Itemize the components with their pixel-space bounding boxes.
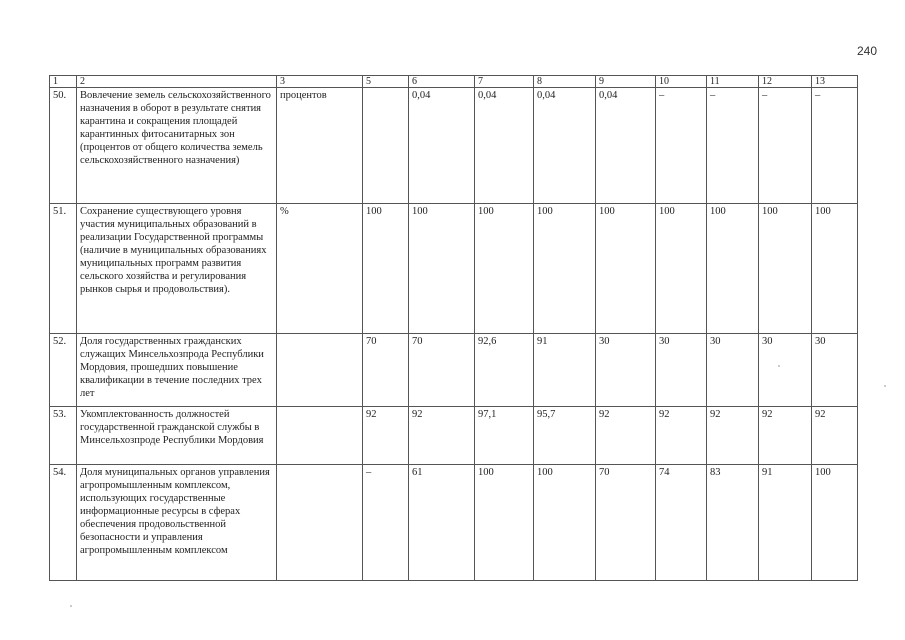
page-number: 240 — [857, 44, 878, 58]
value-cell: 100 — [707, 204, 759, 334]
value-cell: 95,7 — [534, 407, 596, 465]
value-cell: 70 — [363, 334, 409, 407]
value-cell: 100 — [534, 204, 596, 334]
value-cell: 91 — [534, 334, 596, 407]
value-cell: 0,04 — [534, 88, 596, 204]
value-cell: 100 — [656, 204, 707, 334]
value-cell: – — [812, 88, 858, 204]
unit-cell — [277, 407, 363, 465]
value-cell: 70 — [596, 465, 656, 581]
value-cell: 100 — [363, 204, 409, 334]
column-number: 5 — [363, 76, 409, 88]
row-number: 51. — [50, 204, 77, 334]
unit-cell — [277, 334, 363, 407]
value-cell: 92 — [656, 407, 707, 465]
value-cell: 83 — [707, 465, 759, 581]
row-number: 50. — [50, 88, 77, 204]
scan-speck — [884, 385, 886, 387]
value-cell: 100 — [534, 465, 596, 581]
row-number: 54. — [50, 465, 77, 581]
value-cell: 70 — [409, 334, 475, 407]
column-number: 7 — [475, 76, 534, 88]
scan-speck — [70, 605, 72, 607]
value-cell: 30 — [656, 334, 707, 407]
value-cell: 100 — [812, 204, 858, 334]
value-cell: 92 — [759, 407, 812, 465]
value-cell: 97,1 — [475, 407, 534, 465]
value-cell: 30 — [812, 334, 858, 407]
value-cell: – — [363, 465, 409, 581]
column-number: 3 — [277, 76, 363, 88]
value-cell: 100 — [409, 204, 475, 334]
value-cell: 61 — [409, 465, 475, 581]
value-cell: 92 — [363, 407, 409, 465]
value-cell: 92 — [707, 407, 759, 465]
value-cell: – — [759, 88, 812, 204]
row-number: 53. — [50, 407, 77, 465]
column-number: 9 — [596, 76, 656, 88]
value-cell: 0,04 — [409, 88, 475, 204]
table-row — [50, 334, 858, 407]
value-cell: 0,04 — [475, 88, 534, 204]
value-cell: 30 — [596, 334, 656, 407]
indicator-name: Доля муниципальных органов управления агропромышленным комплексом, использующих государственные информационные ресурсы в сферах обеспечения продовольственной безопасности и управления агропромышленным комплексом — [77, 465, 277, 581]
value-cell — [363, 88, 409, 204]
value-cell: 92 — [409, 407, 475, 465]
table-body — [50, 76, 858, 581]
table-row — [50, 465, 858, 581]
value-cell: 100 — [759, 204, 812, 334]
value-cell: – — [656, 88, 707, 204]
column-number: 8 — [534, 76, 596, 88]
indicator-name: Сохранение существующего уровня участия муниципальных образований в реализации Государственной программы (наличие в муниципальных образованиях муниципальных программ развития сельского хозяйства и регулирования рынков сырья и продовольствия). — [77, 204, 277, 334]
value-cell: – — [707, 88, 759, 204]
column-number: 2 — [77, 76, 277, 88]
column-number: 6 — [409, 76, 475, 88]
indicator-name: Укомплектованность должностей государственной гражданской службы в Минсельхозпроде Республики Мордовия — [77, 407, 277, 465]
column-number: 13 — [812, 76, 858, 88]
table-row — [50, 88, 858, 204]
value-cell: 100 — [596, 204, 656, 334]
value-cell: 92,6 — [475, 334, 534, 407]
value-cell: 100 — [475, 204, 534, 334]
indicators-table — [49, 75, 858, 581]
value-cell: 100 — [475, 465, 534, 581]
column-number: 11 — [707, 76, 759, 88]
value-cell: 100 — [812, 465, 858, 581]
indicator-name: Доля государственных гражданских служащих Минсельхозпрода Республики Мордовия, прошедших повышение квалификации в течение последних трех лет — [77, 334, 277, 407]
table-row — [50, 204, 858, 334]
unit-cell — [277, 465, 363, 581]
row-number: 52. — [50, 334, 77, 407]
indicator-name: Вовлечение земель сельскохозяйственного назначения в оборот в результате снятия карантина и сокращения площадей карантинных фитосанитарных зон (процентов от общего количества земель сельскохозяйственного назначения) — [77, 88, 277, 204]
unit-cell: % — [277, 204, 363, 334]
value-cell: 91 — [759, 465, 812, 581]
value-cell: 74 — [656, 465, 707, 581]
column-number: 1 — [50, 76, 77, 88]
scan-speck — [778, 365, 780, 367]
value-cell: 92 — [596, 407, 656, 465]
column-number: 12 — [759, 76, 812, 88]
value-cell: 0,04 — [596, 88, 656, 204]
value-cell: 92 — [812, 407, 858, 465]
table-row — [50, 407, 858, 465]
unit-cell: процентов — [277, 88, 363, 204]
column-number: 10 — [656, 76, 707, 88]
value-cell: 30 — [707, 334, 759, 407]
column-number-row — [50, 76, 858, 88]
value-cell: 30 — [759, 334, 812, 407]
